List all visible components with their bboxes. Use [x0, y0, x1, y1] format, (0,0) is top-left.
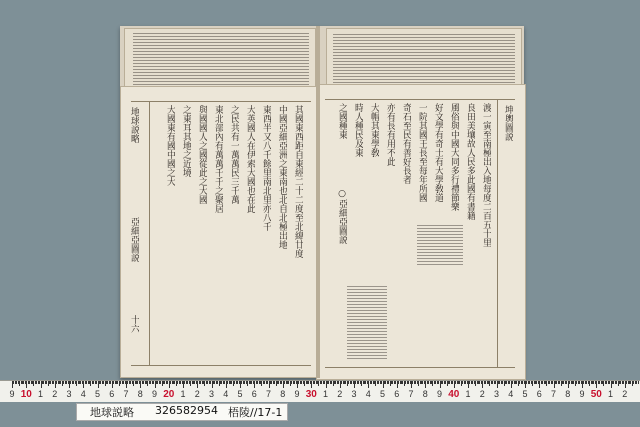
ruler-number: 3	[208, 389, 215, 399]
ruler-number: 5	[522, 389, 528, 399]
ruler-number: 5	[379, 389, 386, 399]
ruler-number: 50	[590, 389, 602, 400]
text-column: 東北部內有萬萬千千之聚居	[213, 105, 223, 213]
text-column: 東西半又八千餘里南北里亦八千	[261, 105, 271, 231]
ruler-number: 9	[294, 389, 300, 399]
page-rule	[131, 101, 311, 102]
circle-heading: ○亞細亞圖説	[337, 189, 347, 244]
handwritten-notes	[333, 33, 515, 89]
text-column: 風俗與中國大同多行禮節樂	[449, 103, 459, 211]
ruler-number: 2	[337, 389, 343, 399]
page-rule	[325, 367, 515, 368]
text-column: 奇石至民有善好長者	[401, 103, 411, 184]
text-column: 之東耳其地之近境	[181, 105, 191, 177]
ruler-number: 1	[322, 389, 329, 399]
text-column: 大國東有國中國之大	[165, 105, 175, 186]
left-page-header: 地球説略	[129, 107, 139, 143]
text-column: 之國種東	[337, 103, 347, 139]
open-book	[120, 26, 524, 378]
ruler-number: 3	[493, 389, 500, 399]
handwritten-annotation	[417, 225, 463, 265]
text-column: 大帽其東學敎	[369, 103, 379, 157]
ruler-number: 3	[66, 389, 72, 399]
left-page	[120, 86, 320, 378]
text-column: 良田美壤故人民多此國有書籍	[465, 103, 475, 220]
page-rule	[131, 365, 311, 366]
text-column: 中國亞細亞洲之東南也北自北極出地	[277, 105, 287, 249]
ruler-number: 6	[394, 389, 400, 399]
text-column: 亦有長有用不此	[385, 103, 395, 166]
ruler-number: 7	[408, 389, 414, 399]
handwritten-notes	[133, 33, 309, 91]
ruler-number: 2	[52, 389, 58, 399]
ruler-number: 6	[536, 389, 542, 399]
left-page-number: 十六	[129, 315, 139, 333]
ruler-number: 1	[607, 389, 614, 399]
ruler-number: 8	[137, 389, 143, 399]
ruler-number: 8	[280, 389, 286, 399]
ruler-number: 7	[265, 389, 272, 399]
ruler-number: 8	[422, 389, 428, 399]
handwritten-annotation	[347, 285, 387, 359]
ruler-number: 2	[194, 389, 200, 399]
ruler-number: 8	[565, 389, 571, 399]
ruler-number: 9	[579, 389, 585, 399]
text-column: 之民共有一萬萬民三千萬	[229, 105, 239, 204]
ruler-number: 7	[550, 389, 557, 399]
page-rule	[325, 99, 515, 100]
caption-title: 地球説略	[90, 406, 134, 419]
column-rule	[149, 101, 150, 365]
ruler-number: 4	[508, 389, 514, 399]
ruler-tick	[638, 381, 639, 384]
text-column: 一院其國王長至每年所國	[417, 103, 427, 202]
text-column: 時人種民及東	[353, 103, 363, 157]
ruler-number: 30	[305, 389, 317, 400]
ruler-number: 1	[180, 389, 186, 399]
ruler-number: 4	[365, 389, 371, 399]
text-column: 好文學有奇士有大學敎道	[433, 103, 443, 202]
left-page-section: 亞細亞圖説	[129, 217, 139, 262]
ruler-number: 20	[163, 389, 175, 400]
ruler-number: 2	[622, 389, 628, 399]
caption-id: 326582954	[155, 404, 218, 417]
ruler-number: 9	[436, 389, 443, 399]
ruler-number: 9	[151, 389, 158, 399]
ruler-number: 2	[479, 389, 485, 399]
book-spine	[316, 26, 320, 378]
text-column: 渡一寅至南極出入地每度二百五十里	[481, 103, 491, 247]
right-page-header: 坤輿圖説	[503, 105, 513, 141]
column-rule	[497, 99, 498, 367]
right-page	[316, 84, 526, 380]
ruler-number: 40	[448, 389, 460, 400]
ruler-number: 4	[223, 389, 229, 399]
ruler-number: 4	[80, 389, 86, 399]
ruler-number: 7	[123, 389, 129, 399]
ruler-number: 5	[94, 389, 101, 399]
ruler-number: 9	[9, 389, 15, 399]
ruler-number: 6	[251, 389, 257, 399]
text-column: 大英國人在伊索大國也在此	[245, 105, 255, 213]
ruler-number: 6	[109, 389, 115, 399]
ruler-number: 10	[20, 389, 32, 400]
ruler-number: 1	[37, 389, 44, 399]
text-column: 與國國人之國從此之大國	[197, 105, 207, 204]
text-column: 其國東西距自東經二十二度至北緯廿度	[293, 105, 303, 258]
ruler-number: 1	[465, 389, 471, 399]
ruler-number: 3	[351, 389, 357, 399]
caption-location: 梧陵//17-1	[228, 406, 283, 419]
ruler-number: 5	[237, 389, 243, 399]
